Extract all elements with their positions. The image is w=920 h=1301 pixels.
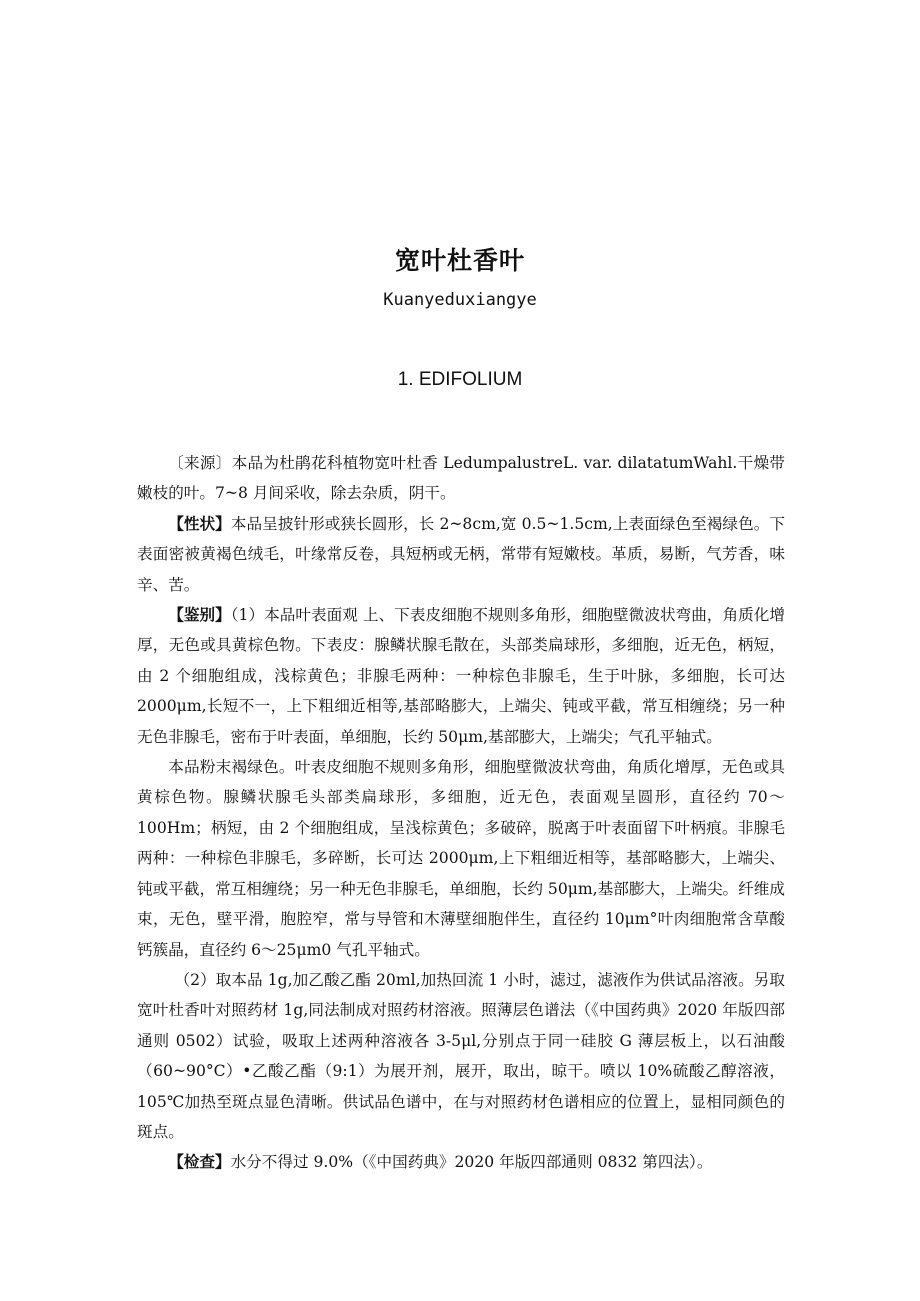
section-source [137,448,785,509]
character-text: 本品呈披针形或狭长圆形，长 2~8cm,宽 0.5~1.5cm,上表面绿色至褐绿色。下表面密被黄褐色绒毛，叶缘常反卷，具短柄或无柄，常带有短嫩枝。革质，易断，气芳香，味辛、苦。 [137,514,785,594]
source-heading: 〔来源〕 [168,454,232,472]
identification-powder-text: 本品粉末褐绿色。叶表皮细胞不规则多角形，细胞壁微波状弯曲，角质化增厚，无色或具黄棕色物。腺鳞状腺毛头部类扁球形，多细胞，近无色，表面观呈圆形，直径约 70～100Hm；柄短，由 2 个细胞组成，呈浅棕黄色；多破碎，脱离于叶表面留下叶柄痕。非腺毛两种：一种棕色非腺毛，多碎断，长可达 2000μm,上下粗细近相等，基部略膨大，上端尖、钝或平截，常互相缠绕；另一种无色非腺毛，单细胞，长约 50μm,基部膨大，上端尖。纤维成束，无色，壁平滑，胞腔窄，常与导管和木薄壁细胞伴生，直径约 10μm°叶肉细胞常含草酸钙簇晶，直径约 6～25μm0 气孔平轴式。 [137,758,785,959]
identification-powder-paragraph [137,752,785,965]
inspection-heading: 【检查】 [168,1152,231,1172]
document-latin-name: 1. EDIFOLIUM [397,369,523,390]
inspection-text: 水分不得过 9.0%（《中国药典》2020 年版四部通则 0832 第四法）。 [230,1153,713,1172]
document-body [137,448,785,1178]
document-title: 宽叶杜香叶 [394,246,525,275]
section-inspection [137,1147,785,1177]
source-text: 本品为杜鹃花科植物宽叶杜香 LedumpalustreL. var. dilatatumWahl.干燥带嫩枝的叶。7~8 月间采收，除去杂质，阴干。 [137,454,785,503]
document-pinyin: Kuanyeduxiangye [383,290,537,310]
identification-tlc-paragraph [137,965,785,1147]
character-heading: 【性状】 [168,513,231,533]
section-identification [137,600,785,752]
identification-text-2: （2）取本品 1g,加乙酸乙酯 20ml,加热回流 1 小时，滤过，滤液作为供试品溶液。另取宽叶杜香叶对照药材 1g,同法制成对照药材溶液。照薄层色谱法（《中国药典》2020 年版四部通则 0502）试验，吸取上述两种溶液各 3-5μl,分别点于同一硅胶 G 薄层板上，以石油酸（60~90°C）•乙酸乙酯（9:1）为展开剂，展开，取出，晾干。喷以 10%硫酸乙醇溶液，105℃加热至斑点显色清晰。供试品色谱中，在与对照药材色谱相应的位置上，显相同颜色的斑点。 [137,970,785,1141]
identification-text-1: （1）本品叶表面观 上、下表皮细胞不规则多角形，细胞壁微波状弯曲，角质化增厚，无色或具黄棕色物。下表皮：腺鳞状腺毛散在，头部类扁球形，多细胞，近无色，柄短，由 2 个细胞组成，浅棕黄色；非腺毛两种：一种棕色非腺毛，生于叶脉，多细胞，长可达 2000μm,长短不一，上下粗细近相等,基部略膨大，上端尖、钝或平截，常互相缠绕；另一种无色非腺毛，密布于叶表面，单细胞，长约 50μm,基部膨大，上端尖；气孔平轴式。 [137,606,785,746]
identification-heading: 【鉴别】 [168,605,231,625]
section-character [137,509,785,600]
